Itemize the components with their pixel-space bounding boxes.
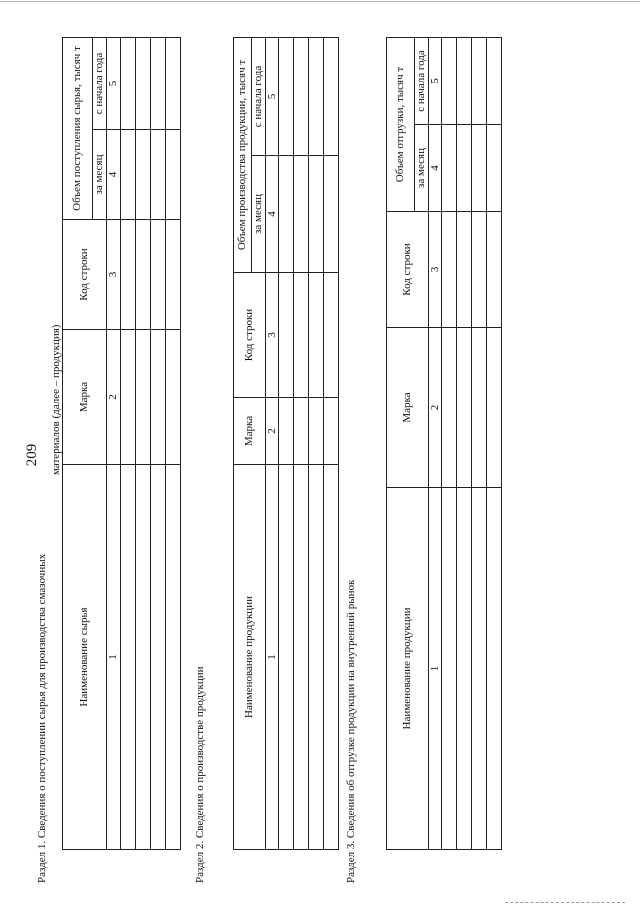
section3-table xyxy=(386,37,502,850)
empty-cell[interactable] xyxy=(324,465,339,850)
header-name: Наименование сырья xyxy=(63,465,107,850)
empty-cell[interactable] xyxy=(487,37,502,124)
header-month: за месяц xyxy=(415,125,429,212)
empty-cell[interactable] xyxy=(279,465,294,850)
empty-cell[interactable] xyxy=(279,398,294,465)
empty-cell[interactable] xyxy=(294,398,309,465)
header-year: с начала года xyxy=(415,37,429,124)
empty-cell[interactable] xyxy=(150,38,165,130)
empty-cell[interactable] xyxy=(442,488,457,850)
empty-cell[interactable] xyxy=(294,465,309,850)
empty-cell[interactable] xyxy=(324,398,339,465)
empty-cell[interactable] xyxy=(324,38,339,156)
empty-cell[interactable] xyxy=(279,273,294,398)
empty-cell[interactable] xyxy=(294,273,309,398)
empty-cell[interactable] xyxy=(457,212,472,328)
empty-cell[interactable] xyxy=(457,125,472,212)
empty-cell[interactable] xyxy=(135,38,150,130)
col-number: 2 xyxy=(107,330,121,465)
col-number: 1 xyxy=(265,465,279,850)
empty-cell[interactable] xyxy=(487,212,502,328)
empty-cell[interactable] xyxy=(150,130,165,220)
empty-cell[interactable] xyxy=(165,220,180,330)
empty-cell[interactable] xyxy=(442,328,457,488)
empty-cell[interactable] xyxy=(165,38,180,130)
empty-cell[interactable] xyxy=(324,273,339,398)
header-volume: Объем производства продукции, тысяч т xyxy=(234,38,252,273)
header-volume: Объем отгрузки, тысяч т xyxy=(387,37,415,211)
section2-caption: Раздел 2. Сведения о производстве продукции xyxy=(194,666,206,883)
col-number: 1 xyxy=(107,465,121,850)
header-month: за месяц xyxy=(252,156,266,273)
empty-cell[interactable] xyxy=(442,212,457,328)
empty-cell[interactable] xyxy=(472,125,487,212)
section1-table xyxy=(62,37,181,850)
header-brand: Марка xyxy=(234,398,266,465)
empty-cell[interactable] xyxy=(472,488,487,850)
empty-cell[interactable] xyxy=(150,220,165,330)
empty-cell[interactable] xyxy=(135,330,150,465)
col-number: 5 xyxy=(428,37,442,124)
empty-cell[interactable] xyxy=(165,465,180,850)
col-number: 3 xyxy=(107,220,121,330)
empty-cell[interactable] xyxy=(457,37,472,124)
col-number: 4 xyxy=(428,125,442,212)
col-number: 4 xyxy=(265,156,279,273)
empty-cell[interactable] xyxy=(324,156,339,273)
header-year: с начала года xyxy=(252,38,266,156)
empty-cell[interactable] xyxy=(309,38,324,156)
header-month: за месяц xyxy=(93,130,107,220)
col-number: 3 xyxy=(265,273,279,398)
empty-cell[interactable] xyxy=(309,273,324,398)
header-volume: Объем поступления сырья, тысяч т xyxy=(63,38,93,220)
empty-cell[interactable] xyxy=(279,38,294,156)
empty-cell[interactable] xyxy=(165,330,180,465)
empty-cell[interactable] xyxy=(135,130,150,220)
header-name: Наименование продукции xyxy=(234,465,266,850)
section1-caption-continued: материалов (далее – продукция) xyxy=(50,324,62,475)
empty-cell[interactable] xyxy=(472,37,487,124)
col-number: 5 xyxy=(107,38,121,130)
empty-cell[interactable] xyxy=(472,328,487,488)
empty-cell[interactable] xyxy=(309,156,324,273)
header-brand: Марка xyxy=(387,328,429,488)
header-year: с начала года xyxy=(93,38,107,130)
empty-cell[interactable] xyxy=(120,130,135,220)
empty-cell[interactable] xyxy=(135,220,150,330)
header-code: Код строки xyxy=(63,220,107,330)
empty-cell[interactable] xyxy=(120,465,135,850)
empty-cell[interactable] xyxy=(442,37,457,124)
empty-cell[interactable] xyxy=(165,130,180,220)
empty-cell[interactable] xyxy=(120,38,135,130)
empty-cell[interactable] xyxy=(457,328,472,488)
header-name: Наименование продукции xyxy=(387,488,429,850)
header-code: Код строки xyxy=(234,273,266,398)
empty-cell[interactable] xyxy=(120,330,135,465)
empty-cell[interactable] xyxy=(135,465,150,850)
empty-cell[interactable] xyxy=(309,465,324,850)
section1-caption: Раздел 1. Сведения о поступлении сырья для производства смазочных xyxy=(36,553,48,883)
section2-table xyxy=(233,37,339,850)
col-number: 3 xyxy=(428,212,442,328)
empty-cell[interactable] xyxy=(487,125,502,212)
empty-cell[interactable] xyxy=(309,398,324,465)
empty-cell[interactable] xyxy=(457,488,472,850)
empty-cell[interactable] xyxy=(487,488,502,850)
empty-cell[interactable] xyxy=(279,156,294,273)
empty-cell[interactable] xyxy=(150,330,165,465)
col-number: 1 xyxy=(428,488,442,850)
col-number: 2 xyxy=(265,398,279,465)
section3-caption: Раздел 3. Сведения об отгрузке продукции на внутренний рынок xyxy=(345,579,357,883)
col-number: 4 xyxy=(107,130,121,220)
empty-cell[interactable] xyxy=(487,328,502,488)
empty-cell[interactable] xyxy=(442,125,457,212)
header-brand: Марка xyxy=(63,330,107,465)
empty-cell[interactable] xyxy=(294,156,309,273)
header-code: Код строки xyxy=(387,212,429,328)
col-number: 2 xyxy=(428,328,442,488)
empty-cell[interactable] xyxy=(472,212,487,328)
empty-cell[interactable] xyxy=(120,220,135,330)
empty-cell[interactable] xyxy=(294,38,309,156)
col-number: 5 xyxy=(265,38,279,156)
page-number: 209 xyxy=(24,443,40,467)
empty-cell[interactable] xyxy=(150,465,165,850)
